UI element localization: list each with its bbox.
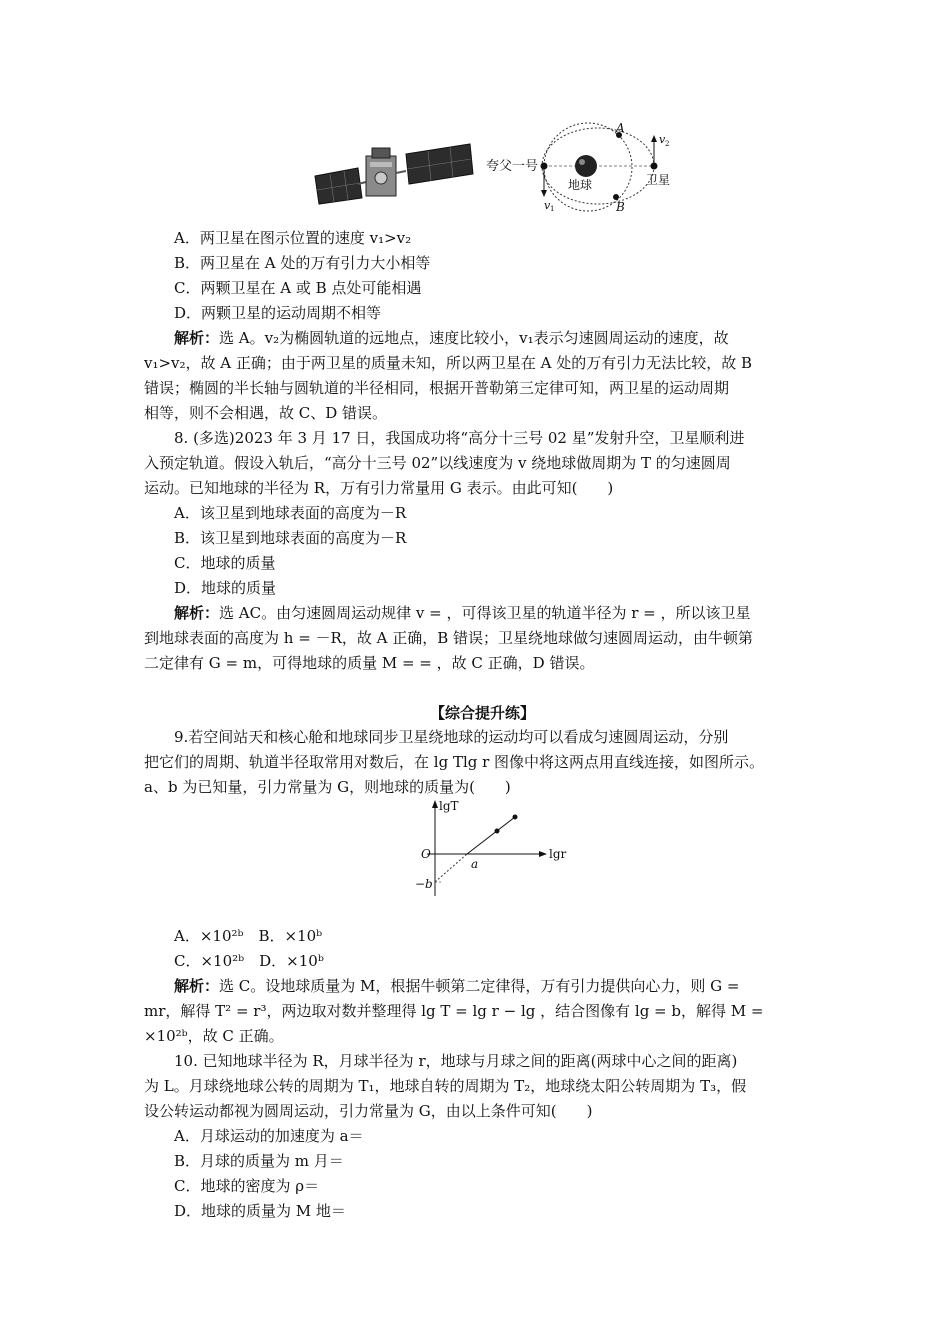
- q8-option-c: C．地球的质量: [174, 554, 276, 572]
- q8-option-b: B．该卫星到地球表面的高度为－R: [174, 529, 407, 547]
- q7-analysis-line-4: 相等，则不会相遇，故 C、D 错误。: [144, 404, 388, 422]
- q8-analysis-line-3: 二定律有 G = m，可得地球的质量 M = = ，故 C 正确，D 错误。: [144, 654, 595, 672]
- q9-stem-line-3: a、b 为已知量，引力常量为 G，则地球的质量为( ): [144, 778, 511, 796]
- q7-analysis-line-2: v₁>v₂，故 A 正确；由于两卫星的质量未知，所以两卫星在 A 处的万有引力无法比较，故 B: [144, 354, 753, 372]
- label-satellite: 卫星: [646, 173, 671, 187]
- q8-analysis-line-1: [174, 603, 751, 623]
- point-1: [495, 829, 500, 834]
- lgT-lgr-graph: [405, 798, 580, 898]
- q7-analysis-line-1: [174, 328, 729, 348]
- origin-label: O: [421, 847, 431, 861]
- q9-analysis-line-1: [174, 976, 739, 996]
- q7-analysis-label: 解析：: [174, 329, 220, 347]
- q7-option-a: A．两卫星在图示位置的速度 v₁>v₂: [174, 229, 412, 247]
- q8-option-d: D．地球的质量: [174, 579, 277, 597]
- q10-option-a: A．月球运动的加速度为 a＝: [174, 1127, 364, 1145]
- q8-analysis-text-1: 选 AC。由匀速圆周运动规律 v = ，可得该卫星的轨道半径为 r = ，所以该卫星: [219, 604, 751, 622]
- q10-option-c: C．地球的密度为 ρ＝: [174, 1177, 320, 1195]
- q8-stem-line-2: 入预定轨道。假设入轨后，“高分十三号 02”以线速度为 v 绕地球做周期为 T 的匀速圆周: [144, 454, 731, 472]
- orbit-figure: [310, 118, 680, 218]
- satellite-image: [315, 144, 473, 204]
- label-B: B: [616, 200, 625, 214]
- label-kuafu: 夸父一号: [486, 159, 539, 174]
- q7-option-b: B．两卫星在 A 处的万有引力大小相等: [174, 254, 431, 272]
- q8-analysis-label: 解析：: [174, 604, 220, 622]
- earth-circle: [575, 155, 597, 177]
- q9-stem-line-1: 9.若空间站天和核心舱和地球同步卫星绕地球的运动均可以看成匀速圆周运动，分别: [174, 728, 729, 746]
- x-axis-label: lgr: [549, 847, 567, 861]
- label-earth: 地球: [568, 178, 593, 192]
- q9-analysis-line-3: ×10²ᵇ，故 C 正确。: [144, 1027, 284, 1045]
- orbit-diagram: [486, 121, 670, 214]
- q8-stem-line-1: 8. (多选)2023 年 3 月 17 日，我国成功将“高分十三号 02 星”发射升空，卫星顺利进: [174, 429, 745, 447]
- q8-analysis-line-2: 到地球表面的高度为 h = －R，故 A 正确，B 错误；卫星绕地球做匀速圆周运动，由牛顿第: [144, 629, 753, 647]
- q8-stem-line-3: 运动。已知地球的半径为 R，万有引力常量用 G 表示。由此可知( ): [144, 479, 614, 497]
- q9-stem-line-2: 把它们的周期、轨道半径取常用对数后，在 lg Tlg r 图像中将这两点用直线连接，如图所示。: [144, 753, 765, 771]
- label-v1: v: [544, 199, 551, 212]
- q9-options-ab: A．×10²ᵇ B．×10ᵇ: [174, 927, 323, 945]
- q10-stem-line-2: 为 L。月球绕地球公转的周期为 T₁，地球自转的周期为 T₂，地球绕太阳公转周期为 T₃，假: [144, 1077, 747, 1095]
- label-v1-sub: 1: [550, 205, 555, 213]
- q8-option-a: A．该卫星到地球表面的高度为－R: [174, 504, 407, 522]
- q9-analysis-label: 解析：: [174, 977, 220, 995]
- q10-stem-line-3: 设公转运动都视为圆周运动，引力常量为 G，由以上条件可知( ): [144, 1102, 593, 1120]
- label-A: A: [616, 121, 625, 135]
- dashed-line: [435, 854, 467, 882]
- point-2: [513, 815, 518, 820]
- label-v2-sub: 2: [665, 140, 670, 148]
- label-v2: v: [659, 133, 666, 146]
- q7-option-d: D．两颗卫星的运动周期不相等: [174, 304, 382, 322]
- a-label: a: [471, 857, 479, 871]
- q9-analysis-line-2: mr，解得 T² = r³，两边取对数并整理得 lg T = lg r − lg ，结合图像有 lg = b，解得 M =: [144, 1002, 764, 1020]
- elliptical-orbit: [542, 128, 654, 204]
- q9-options-cd: C．×10²ᵇ D．×10ᵇ: [174, 952, 324, 970]
- q7-analysis-line-3: 错误；椭圆的半长轴与圆轨道的半径相同，根据开普勒第三定律可知，两卫星的运动周期: [144, 379, 730, 397]
- q10-option-b: B．月球的质量为 m 月＝: [174, 1152, 344, 1170]
- y-axis-label: lgT: [439, 799, 459, 813]
- q7-analysis-text-1: 选 A。v₂为椭圆轨道的远地点，速度比较小，v₁表示匀速圆周运动的速度，故: [219, 329, 729, 347]
- solid-line: [467, 817, 515, 854]
- section-title: 【综合提升练】: [430, 704, 536, 722]
- q10-stem-line-1: 10. 已知地球半径为 R，月球半径为 r，地球与月球之间的距离(两球中心之间的距离): [174, 1052, 738, 1070]
- q10-option-d: D．地球的质量为 M 地＝: [174, 1202, 346, 1220]
- neg-b-label: −b: [415, 877, 433, 891]
- q9-analysis-text-1: 选 C。设地球质量为 M，根据牛顿第二定律得，万有引力提供向心力，则 G =: [219, 977, 740, 995]
- q7-option-c: C．两颗卫星在 A 或 B 点处可能相遇: [174, 279, 422, 297]
